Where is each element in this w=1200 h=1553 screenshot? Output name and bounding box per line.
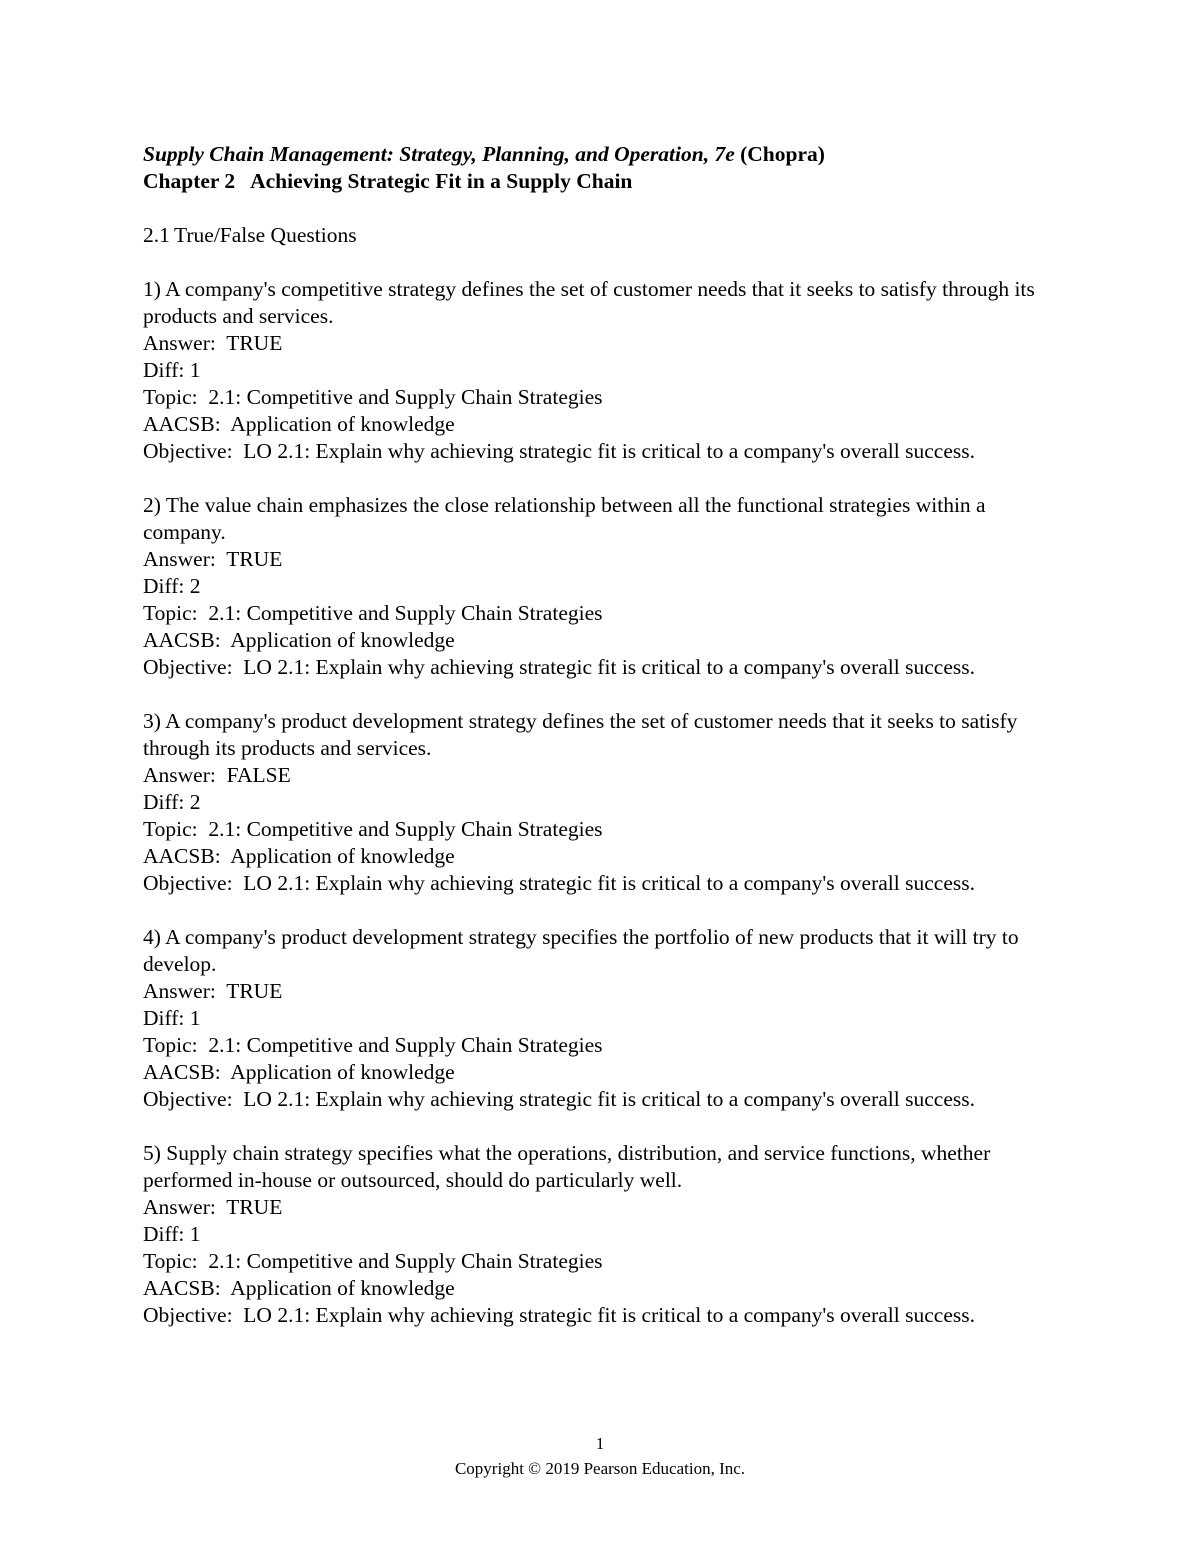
question-objective: Objective: LO 2.1: Explain why achieving strategic fit is critical to a company's overall success. <box>143 439 975 463</box>
question-topic: Topic: 2.1: Competitive and Supply Chain Strategies <box>143 385 603 409</box>
question-stem: 2) The value chain emphasizes the close relationship between all the functional strategies within a company. <box>143 493 986 544</box>
question-aacsb: AACSB: Application of knowledge <box>143 1060 455 1084</box>
question-item <box>143 1140 1073 1329</box>
question-topic: Topic: 2.1: Competitive and Supply Chain Strategies <box>143 817 603 841</box>
question-diff: Diff: 2 <box>143 790 201 814</box>
question-item <box>143 276 1073 465</box>
question-stem: 5) Supply chain strategy specifies what the operations, distribution, and service functions, whether performed in-house or outsourced, should do particularly well. <box>143 1141 991 1192</box>
question-topic: Topic: 2.1: Competitive and Supply Chain Strategies <box>143 1033 603 1057</box>
question-answer: Answer: TRUE <box>143 979 283 1003</box>
question-topic: Topic: 2.1: Competitive and Supply Chain Strategies <box>143 601 603 625</box>
book-title-line <box>143 141 1073 168</box>
book-title: Supply Chain Management: Strategy, Planning, and Operation, 7e <box>143 142 735 166</box>
question-stem: 3) A company's product development strategy defines the set of customer needs that it seeks to satisfy through its products and services. <box>143 709 1018 760</box>
question-topic: Topic: 2.1: Competitive and Supply Chain Strategies <box>143 1249 603 1273</box>
section-heading <box>143 222 1073 249</box>
question-aacsb: AACSB: Application of knowledge <box>143 412 455 436</box>
section-title: True/False Questions <box>174 223 357 247</box>
page-number: 1 <box>595 1434 605 1453</box>
question-answer: Answer: TRUE <box>143 1195 283 1219</box>
question-item <box>143 708 1073 897</box>
question-objective: Objective: LO 2.1: Explain why achieving strategic fit is critical to a company's overall success. <box>143 871 975 895</box>
question-stem: 4) A company's product development strategy specifies the portfolio of new products that it will try to develop. <box>143 925 1019 976</box>
question-diff: Diff: 1 <box>143 1006 201 1030</box>
question-objective: Objective: LO 2.1: Explain why achieving strategic fit is critical to a company's overall success. <box>143 1303 975 1327</box>
question-objective: Objective: LO 2.1: Explain why achieving strategic fit is critical to a company's overall success. <box>143 1087 975 1111</box>
question-item <box>143 492 1073 681</box>
document-page <box>143 141 1073 1356</box>
question-item <box>143 924 1073 1113</box>
question-aacsb: AACSB: Application of knowledge <box>143 628 455 652</box>
book-author: (Chopra) <box>740 142 825 166</box>
question-diff: Diff: 1 <box>143 358 201 382</box>
question-stem: 1) A company's competitive strategy defines the set of customer needs that it seeks to satisfy through its products and services. <box>143 277 1035 328</box>
chapter-title: Chapter 2 Achieving Strategic Fit in a Supply Chain <box>143 169 633 193</box>
question-list <box>143 276 1073 1329</box>
question-answer: Answer: FALSE <box>143 763 291 787</box>
question-diff: Diff: 2 <box>143 574 201 598</box>
question-objective: Objective: LO 2.1: Explain why achieving strategic fit is critical to a company's overall success. <box>143 655 975 679</box>
question-answer: Answer: TRUE <box>143 547 283 571</box>
section-number: 2.1 <box>143 223 170 247</box>
question-diff: Diff: 1 <box>143 1222 201 1246</box>
question-answer: Answer: TRUE <box>143 331 283 355</box>
question-aacsb: AACSB: Application of knowledge <box>143 1276 455 1300</box>
copyright-notice: Copyright © 2019 Pearson Education, Inc. <box>454 1459 746 1478</box>
question-aacsb: AACSB: Application of knowledge <box>143 844 455 868</box>
